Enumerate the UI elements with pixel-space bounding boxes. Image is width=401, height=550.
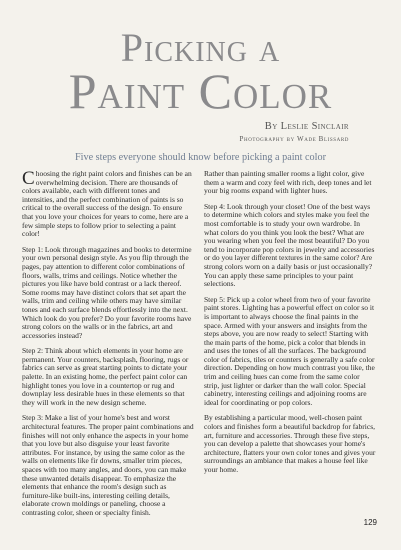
step-5-paragraph: Step 5: Pick up a color wheel from two of your favorite paint stores. Lighting has a powerful effect on color so it is important to always choose the final paints in the space. Armed with your answers and insights from the steps above, you are now ready to select! Starting with the main parts of the home, pick a color that blends in and uses the tones of all the surfaces. The background color of fabrics, tiles or counters is generally a safe color direction. Depending on how much contrast you like, the trim and ceiling hues can come from the same color strip, just lighter or darker than the wall color. Special cabinetry, interesting ceilings and adjoining rooms are ideal for coordinating or pop colors. xyxy=(204,294,375,407)
page-number: 129 xyxy=(363,518,377,527)
article-subtitle: Five steps everyone should know before picking a paint color xyxy=(75,152,326,163)
drop-cap: C xyxy=(22,168,35,189)
intro-paragraph xyxy=(22,170,194,239)
right-intro-paragraph: Rather than painting smaller rooms a light color, give them a warm and cozy feel with rich, deep tones and let your big rooms expand with lighter hues. xyxy=(204,169,372,196)
article-title-line1: Picking a xyxy=(120,25,281,70)
step-1-paragraph: Step 1: Look through magazines and books to determine your own personal design style. As you flip through the pages, pay attention to different color combinations of floors, walls, trims and ceilings. Notice whether the pictures you like have bold contrast or a lack thereof. Some rooms may have distinct colors that set apart the walls, trim and ceiling while others may have similar tones and each surface blends effortlessly into the next. Which look do you prefer? Do your favorite rooms have strong colors on the walls or in the fabrics, art and accessories instead? xyxy=(22,244,192,340)
step-3-paragraph: Step 3: Make a list of your home's best and worst architectural features. The proper paint combinations and finishes will not only enhance the aspects in your home that you love but also disguise your least favorite attributes. For instance, by using the same color as the walls on elements like fir downs, smaller trim pieces, spaces with too many angles, and doors, you can make these unwanted details disappear. To emphasize the elements that enhance the room's design such as furniture-like built-ins, interesting ceiling details, elaborate crown moldings or paneling, choose a contrasting color, sheen or specialty finish. xyxy=(22,413,194,517)
intro-text: hoosing the right paint colors and finishes can be an overwhelming decision. There are thousands of colors available, each with different tones and intensities, and the perfect combination of paints is so critical to the overall success of the design. To ensure that you love your choices for years to come, here are a few simple steps to follow prior to selecting a paint color! xyxy=(22,169,192,239)
author-byline: By Leslie Sinclair xyxy=(264,121,349,132)
right-column xyxy=(204,170,376,482)
step-4-paragraph: Step 4: Look through your closet! One of the best ways to determine which colors and styles make you feel the most comfortable is to study your own wardrobe. In what colors do you think you look the best? What are you wearing when you feel the most beautiful? Do you tend to incorporate pop colors in jewelry and accessories or do you layer different textures in the same color? Are strong colors worn on a daily basis or just occasionally? You can apply these same principles to your paint selections. xyxy=(204,201,375,289)
photo-credit: Photography by Wade Blissard xyxy=(239,135,349,143)
left-column xyxy=(22,170,194,525)
article-title-line2: Paint Color xyxy=(68,63,333,119)
step-2-paragraph: Step 2: Think about which elements in your home are permanent. Your counters, backsplash, flooring, rugs or fabrics can serve as great starting points to dictate your palette. In an existing home, the perfect paint color can highlight tones you love in a countertop or rug and downplay less desirable hues in these elements so that they will work in the new design scheme. xyxy=(22,346,189,407)
conclusion-paragraph: By establishing a particular mood, well-chosen paint colors and finishes form a beautiful backdrop for fabrics, art, furniture and accessories. Through these five steps, you can develop a palette that showcases your home's architecture, flatters your own color tones and gives your surroundings an ambiance that makes a house feel like your home. xyxy=(204,413,376,474)
